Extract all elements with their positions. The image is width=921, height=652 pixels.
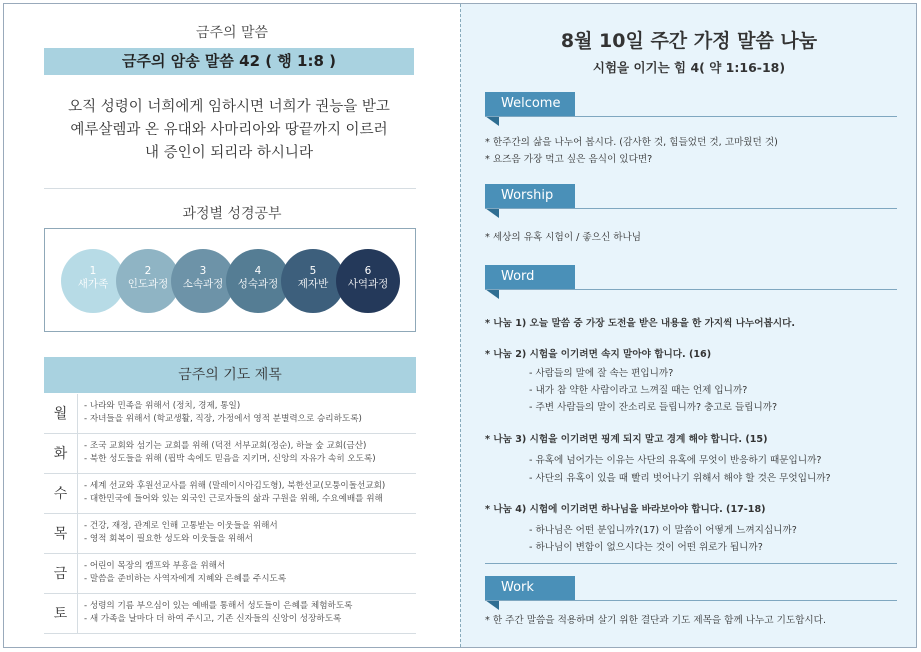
prayer-line: - 북한 성도들을 위해 (핍박 속에도 믿음을 지키며, 신앙의 자유가 속히 오도록) [84, 454, 376, 464]
prayer-line: - 조국 교회와 섬기는 교회를 위해 (덕전 서부교회(정순), 하늘 숲 교회(금산) [84, 441, 367, 451]
prayer-line: - 세계 선교와 후원선교사를 위해 (말레이시아김도형), 북한선교(모퉁이돌선교회) [84, 481, 386, 491]
prayer-line: - 성령의 기름 부으심이 있는 예배를 통해서 성도들이 은혜를 체험하도록 [84, 601, 353, 611]
prayer-line: - 새 가족을 날마다 더 하여 주시고, 기존 신자들의 신앙이 성장하도록 [84, 614, 342, 624]
verse-line: 내 증인이 되리라 하시니라 [145, 145, 313, 161]
word-question: * 나눔 3) 시험을 이기려면 핑계 되지 말고 경계 해야 합니다. (15) [485, 434, 768, 445]
prayer-day: 목 [44, 514, 78, 554]
prayer-row [44, 514, 416, 554]
right-column [460, 4, 916, 647]
memory-verse-bar: 금주의 암송 말씀 42 ( 행 1:8 ) [44, 48, 414, 75]
prayer-row [44, 434, 416, 474]
word-subquestion: - 주변 사람들의 말이 잔소리로 들립니까? 충고로 들립니까? [529, 402, 778, 413]
prayer-row [44, 474, 416, 514]
prayer-day: 월 [44, 394, 78, 434]
word-question: * 나눔 2) 시험을 이기려면 속지 말아야 합니다. (16) [485, 349, 712, 360]
prayer-title: 금주의 기도 제목 [44, 357, 416, 393]
course-step: 1 새가족 [61, 249, 125, 313]
prayer-line: - 자녀들을 위해서 (학교생활, 직장, 가정에서 영적 분별력으로 승리하도록) [84, 414, 362, 424]
work-tag: Work [485, 576, 575, 600]
prayer-day: 화 [44, 434, 78, 474]
welcome-line: * 요즈음 가장 먹고 싶은 음식이 있다면? [485, 154, 653, 165]
prayer-line: - 대한민국에 들어와 있는 외국인 근로자들의 삶과 구원을 위해, 수요예배를 위해 [84, 494, 383, 504]
prayer-day: 수 [44, 474, 78, 514]
course-step: 4 성숙과정 [226, 249, 290, 313]
welcome-line: * 한주간의 삶을 나누어 봅시다. (감사한 것, 힘들었던 것, 고마웠던 것) [485, 137, 778, 148]
word-subquestion: - 유혹에 넘어가는 이유는 사단의 유혹에 무엇이 반응하기 때문입니까? [529, 455, 822, 466]
tag-underline [485, 208, 897, 209]
section-divider [485, 563, 897, 564]
course-title: 과정별 성경공부 [182, 206, 282, 222]
prayer-day: 토 [44, 594, 78, 634]
verse-line: 오직 성령이 너희에게 임하시면 너희가 권능을 받고 [68, 99, 390, 115]
work-line: * 한 주간 말씀을 적용하며 살기 위한 결단과 기도 제목을 함께 나누고 기도합시다. [485, 615, 827, 626]
prayer-line: - 말씀을 준비하는 사역자에게 지혜와 은혜를 주시도록 [84, 574, 287, 584]
prayer-day: 금 [44, 554, 78, 594]
prayer-line: - 영적 회복이 필요한 성도와 이웃들을 위해서 [84, 534, 253, 544]
word-subquestion: - 사단의 유혹이 있을 때 빨리 벗어나기 위해서 해야 할 것은 무엇입니까? [529, 473, 831, 484]
course-step: 5 제자반 [281, 249, 345, 313]
prayer-line: - 어린이 목장의 캠프와 부흥을 위해서 [84, 561, 226, 571]
word-question: * 나눔 4) 시험에 이기려면 하나님을 바라보아야 합니다. (17-18) [485, 504, 766, 515]
prayer-line: - 건강, 재정, 관계로 인해 고통받는 이웃들을 위해서 [84, 521, 278, 531]
verse-text [44, 96, 414, 165]
divider [44, 188, 416, 189]
bulletin-sheet [3, 3, 917, 648]
left-column [4, 4, 460, 647]
worship-line: * 세상의 유혹 시험이 / 좋으신 하나님 [485, 232, 642, 243]
prayer-row [44, 554, 416, 594]
tag-underline [485, 289, 897, 290]
page-title: 8월 10일 주간 가정 말씀 나눔 [560, 30, 818, 52]
tag-underline [485, 600, 897, 601]
tag-tail [485, 600, 499, 610]
word-subquestion: - 하나님이 변함이 없으시다는 것이 어떤 위로가 됩니까? [529, 542, 763, 553]
tag-tail [485, 116, 499, 126]
tag-underline [485, 116, 897, 117]
tag-tail [485, 289, 499, 299]
word-question: * 나눔 1) 오늘 말씀 중 가장 도전을 받은 내용을 한 가지씩 나누어봅시다. [485, 318, 796, 329]
tag-tail [485, 208, 499, 218]
word-subquestion: - 하나님은 어떤 분입니까?(17) 이 말씀이 어떻게 느껴지십니까? [529, 525, 797, 536]
verse-line: 예루살렘과 온 유대와 사마리아와 땅끝까지 이르러 [70, 122, 388, 138]
word-subquestion: - 사람들의 말에 잘 속는 편입니까? [529, 368, 674, 379]
page-subtitle: 시험을 이기는 힘 4( 약 1:16-18) [592, 60, 786, 75]
course-step: 3 소속과정 [171, 249, 235, 313]
word-tag: Word [485, 265, 575, 289]
welcome-tag: Welcome [485, 92, 575, 116]
word-subquestion: - 내가 참 약한 사람이라고 느껴질 때는 언제 입니까? [529, 385, 748, 396]
course-step: 6 사역과정 [336, 249, 400, 313]
course-step: 2 인도과정 [116, 249, 180, 313]
prayer-row [44, 594, 416, 634]
prayer-row [44, 394, 416, 434]
prayer-line: - 나라와 민족을 위해서 (정치, 경제, 통일) [84, 401, 241, 411]
course-steps [44, 228, 416, 332]
section-title: 금주의 말씀 [195, 25, 269, 41]
prayer-table [44, 394, 416, 634]
worship-tag: Worship [485, 184, 575, 208]
